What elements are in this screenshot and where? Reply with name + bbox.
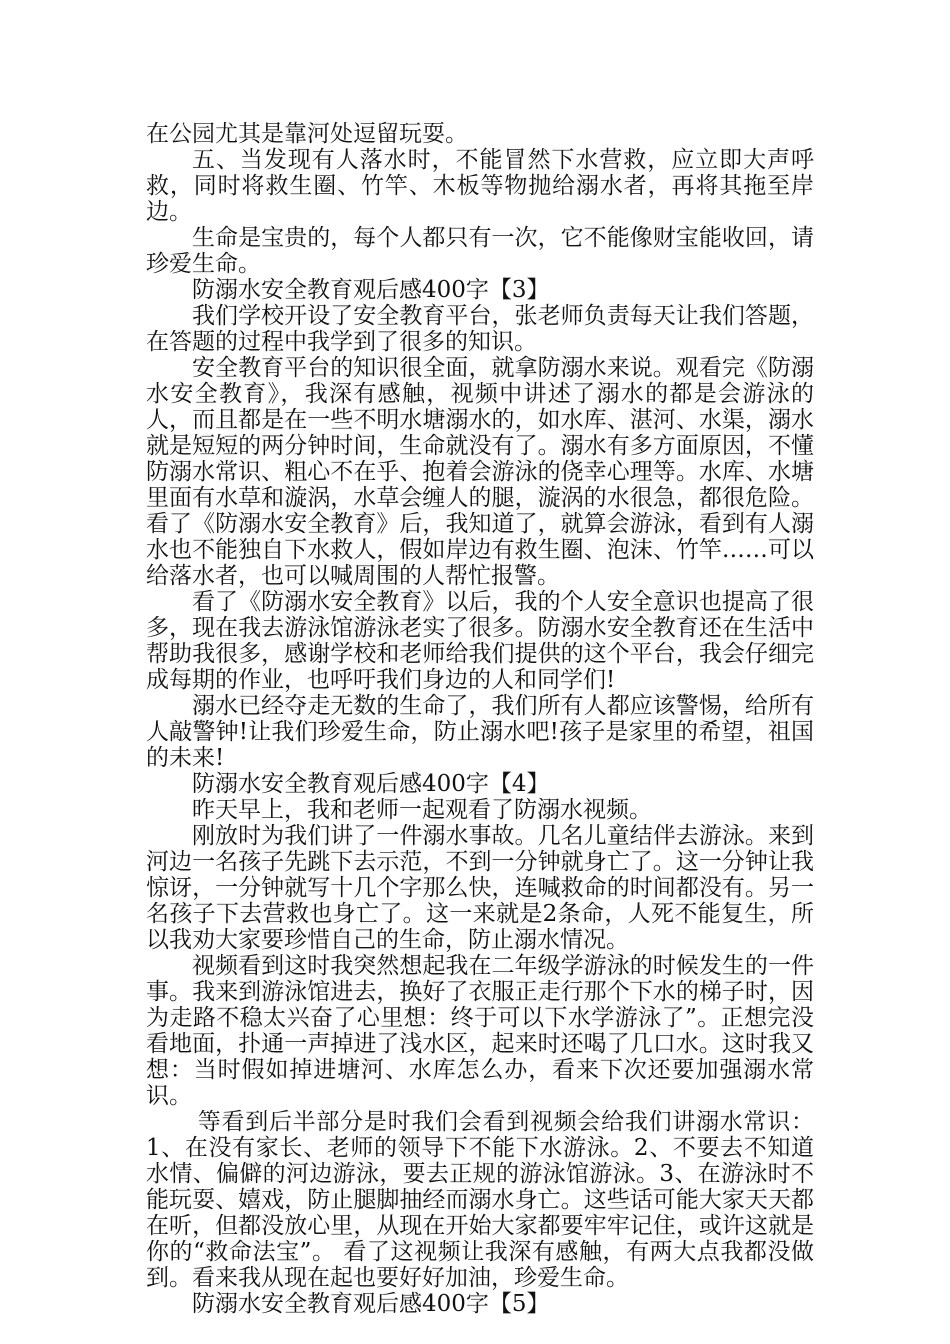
paragraph: 在公园尤其是靠河处逗留玩耍。 <box>146 121 468 147</box>
section-heading: 防溺水安全教育观后感400字【4】 <box>192 771 550 797</box>
paragraph: 等看到后半部分是时我们会看到视频会给我们讲溺水常识：1、在没有家长、老师的领导下不能下水游泳。2、不要去不知道水情、偏僻的河边游泳，要去正规的游泳馆游泳。3、在游泳时不能玩耍、嬉戏，防止腿脚抽经而溺水身亡。这些话可能大家天天都在听，但都没放心里，从现在开始大家都要牢牢记住，或许这就是你的“救命法宝”。 看了这视频让我深有感触，有两大点我都没做到。看来我从现在起也要好好加油，珍爱生命。 <box>146 1109 814 1291</box>
section-heading: 防溺水安全教育观后感400字【3】 <box>192 277 550 303</box>
paragraph: 视频看到这时我突然想起我在二年级学游泳的时候发生的一件事。我来到游泳馆进去，换好了衣服正走行那个下水的梯子时，因为走路不稳太兴奋了心里想：终于可以下水学游泳了”。正想完没看地面，扑通一声掉进了浅水区，起来时还喝了几口水。这时我又想：当时假如掉进塘河、水库怎么办，看来下次还要加强溺水常识。 <box>146 953 814 1109</box>
paragraph: 安全教育平台的知识很全面，就拿防溺水来说。观看完《防溺水安全教育》，我深有感触，视频中讲述了溺水的都是会游泳的人，而且都是在一些不明水塘溺水的，如水库、湛河、水渠，溺水就是短短的两分钟时间，生命就没有了。溺水有多方面原因，不懂防溺水常识、粗心不在乎、抱着会游泳的侥幸心理等。水库、水塘里面有水草和漩涡，水草会缠人的腿，漩涡的水很急，都很危险。看了《防溺水安全教育》后，我知道了，就算会游泳，看到有人溺水也不能独自下水救人，假如岸边有救生圈、泡沫、竹竿……可以给落水者，也可以喊周围的人帮忙报警。 <box>146 355 814 589</box>
paragraph: 看了《防溺水安全教育》以后，我的个人安全意识也提高了很多，现在我去游泳馆游泳老实了很多。防溺水安全教育还在生活中帮助我很多，感谢学校和老师给我们提供的这个平台，我会仔细完成每期的作业，也呼吁我们身边的人和同学们! <box>146 589 814 693</box>
paragraph: 刚放时为我们讲了一件溺水事故。几名儿童结伴去游泳。来到河边一名孩子先跳下去示范，不到一分钟就身亡了。这一分钟让我惊讶，一分钟就写十几个字那么快，连喊救命的时间都没有。另一名孩子下去营救也身亡了。这一来就是2条命，人死不能复生，所以我劝大家要珍惜自己的生命，防止溺水情况。 <box>146 823 814 953</box>
paragraph: 五、当发现有人落水时，不能冒然下水营救，应立即大声呼救，同时将救生圈、竹竿、木板等物抛给溺水者，再将其拖至岸边。 <box>146 147 814 225</box>
paragraph: 生命是宝贵的，每个人都只有一次，它不能像财宝能收回，请珍爱生命。 <box>146 225 814 277</box>
paragraph: 昨天早上，我和老师一起观看了防溺水视频。 <box>192 797 652 823</box>
document-page <box>146 121 814 1317</box>
paragraph: 溺水已经夺走无数的生命了，我们所有人都应该警惕，给所有人敲警钟!让我们珍爱生命，防止溺水吧!孩子是家里的希望，祖国的未来! <box>146 693 814 771</box>
section-heading: 防溺水安全教育观后感400字【5】 <box>192 1291 550 1317</box>
paragraph: 我们学校开设了安全教育平台，张老师负责每天让我们答题，在答题的过程中我学到了很多的知识。 <box>146 303 814 355</box>
